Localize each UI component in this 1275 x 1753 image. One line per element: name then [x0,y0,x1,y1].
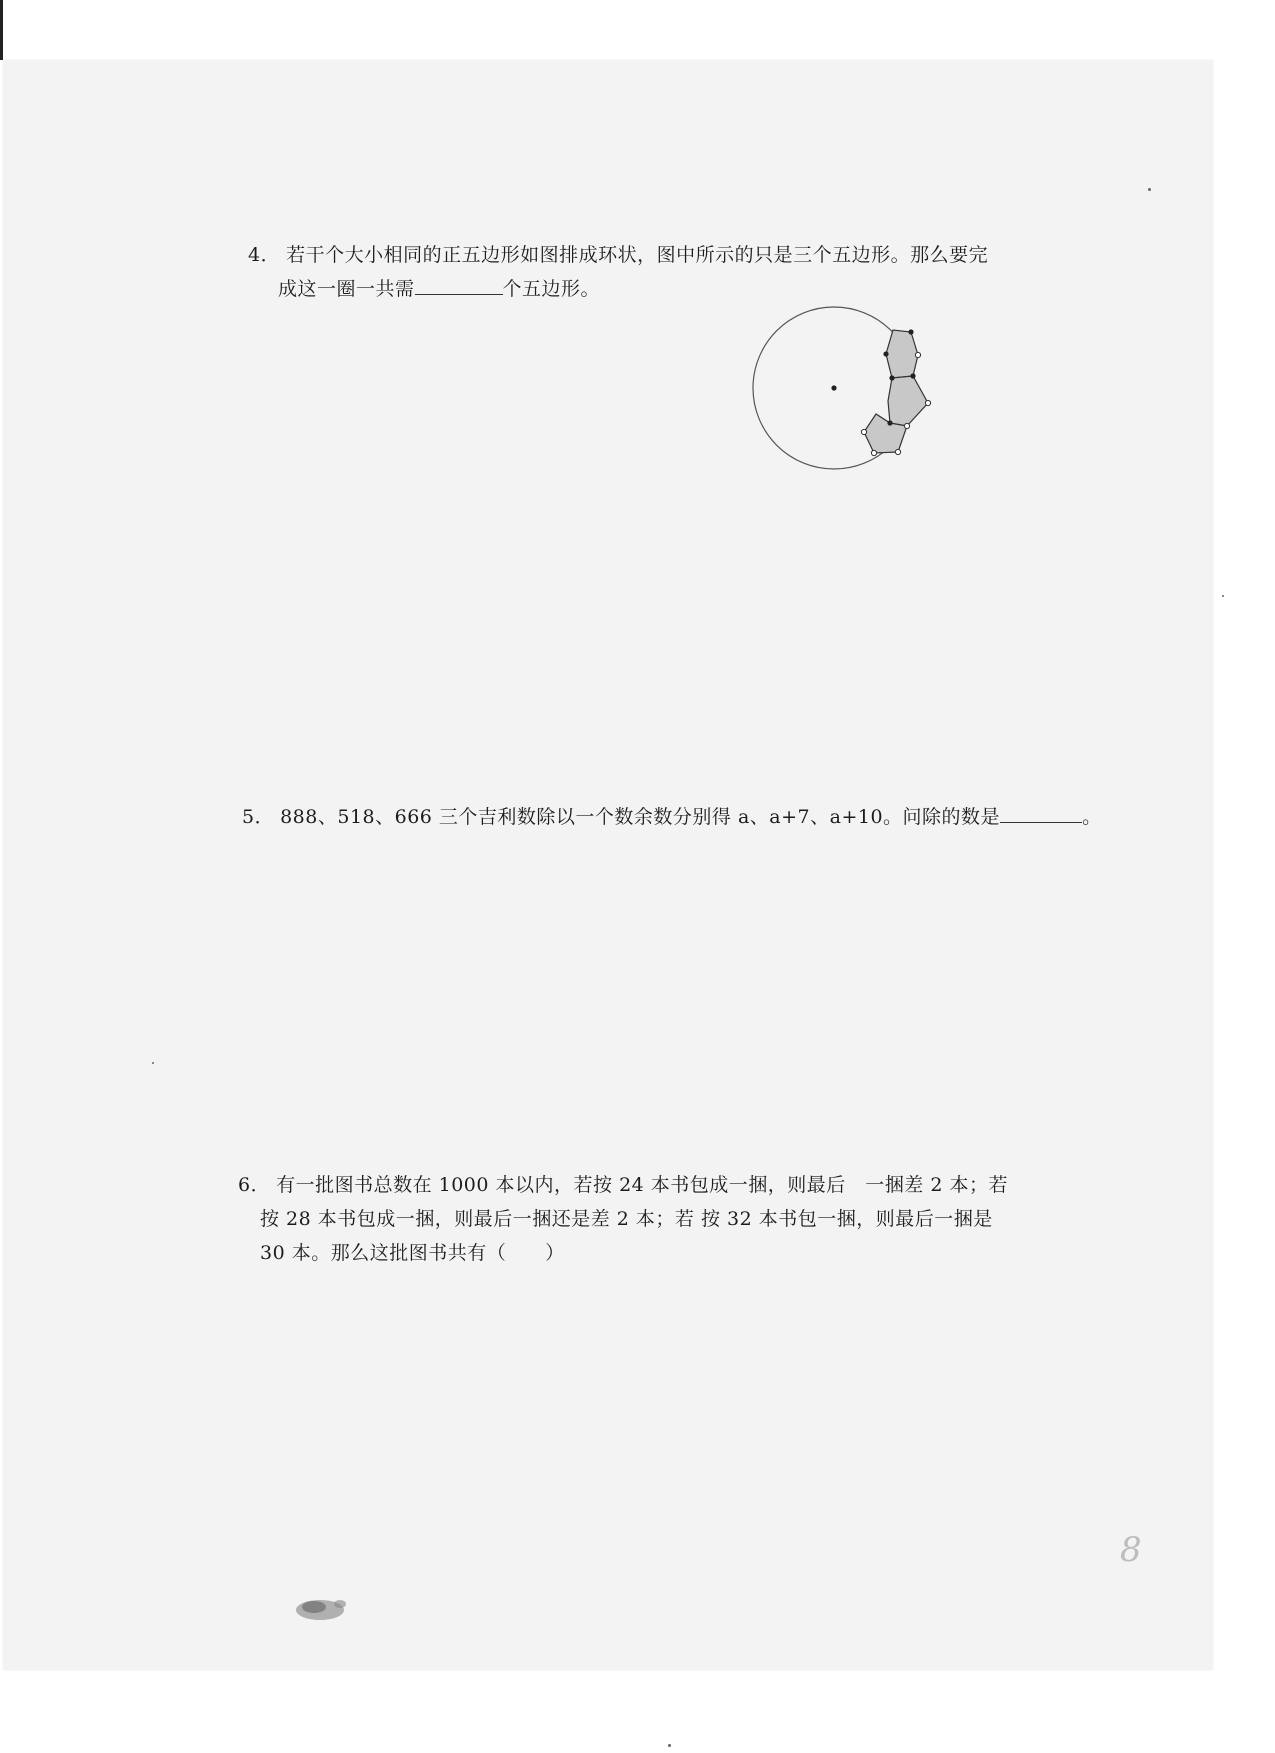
problem-5 [242,800,1102,834]
problem-4-text-after-blank: 个五边形。 [502,278,601,300]
scan-left-edge [0,0,3,60]
pentagon-1 [886,330,918,378]
problem-6-line-2: 按 28 本书包成一捆，则最后一捆还是差 2 本；若 按 32 本书包一捆，则最后一捆是 [260,1208,993,1230]
problem-5-text: 888、518、666 三个吉利数除以一个数余数分别得 a、a+7、a+10。问除的数是 [280,806,1001,828]
problem-5-text-after-blank: 。 [1082,806,1102,828]
problem-6-text-1: 有一批图书总数在 1000 本以内，若按 24 本书包成一捆，则最后 一捆差 2 本；若 [276,1174,1008,1196]
problem-4-text: 若干个大小相同的正五边形如图排成环状，图中所示的只是三个五边形。那么要完 [286,244,989,266]
problem-6-number: 6． [238,1174,271,1196]
problem-6-line-1 [238,1168,1008,1202]
scan-speck [668,1744,671,1747]
scan-speck [1222,595,1224,597]
problem-5-answer-blank[interactable] [1000,800,1082,823]
problem-4-number: 4． [248,244,281,266]
scan-top-margin [0,0,1275,60]
ink-smudge [290,1590,360,1626]
problem-5-number: 5． [242,806,275,828]
problem-4-line-1 [248,238,988,272]
pentagon-2 [888,376,928,426]
problem-4-text-before-blank: 成这一圈一共需 [278,278,415,300]
problem-6 [238,1168,1008,1270]
problem-6-line-3: 30 本。那么这批图书共有（ ） [260,1242,565,1264]
scan-speck [1148,188,1151,191]
circle-center-dot [831,385,836,390]
problem-4 [248,238,988,306]
problem-4-answer-blank[interactable] [415,272,503,295]
pentagon-ring-figure [748,300,948,485]
scan-speck [152,1062,154,1064]
handwritten-page-number: 8 [1120,1530,1142,1570]
